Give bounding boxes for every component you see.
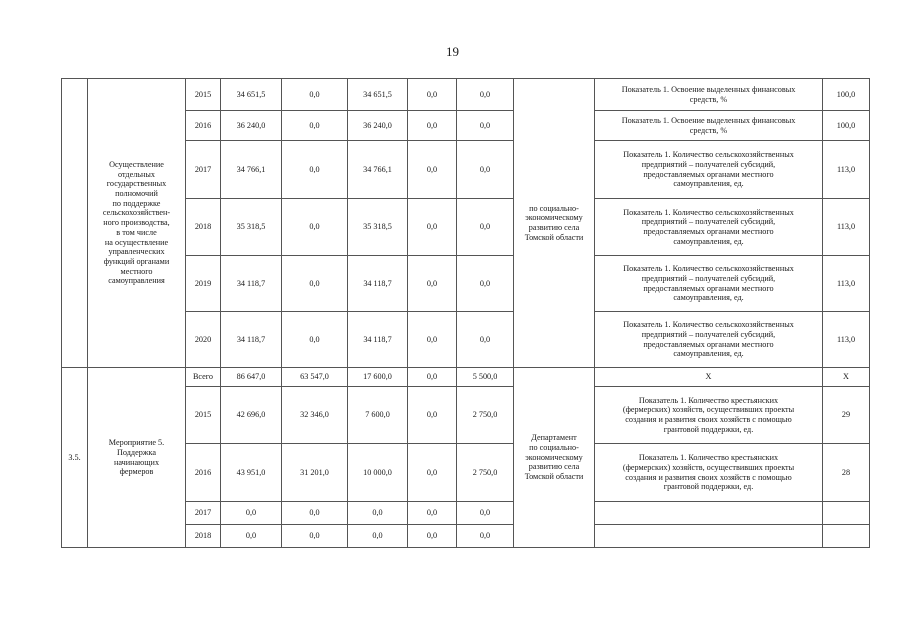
local-cell: 0,0 xyxy=(408,525,457,548)
regional-cell: 0,0 xyxy=(348,502,408,525)
activity-name: Осуществление отдельных государственных полномочий по поддержке сельскохозяйствен- ного производства, в том числе на осуществление управленческих функций органами местного самоуправления xyxy=(88,79,186,368)
activity-name: Мероприятие 5. Поддержка начинающих фермеров xyxy=(88,368,186,548)
total-cell: 34 766,1 xyxy=(221,141,282,199)
indicator-cell: Показатель 1. Количество сельскохозяйственных предприятий – получателей субсидий, предоставляемых органами местного самоуправления, ед. xyxy=(595,312,823,368)
federal-cell: 0,0 xyxy=(282,199,348,256)
indicator-value xyxy=(823,525,870,548)
regional-cell: 36 240,0 xyxy=(348,111,408,141)
year-cell: 2018 xyxy=(186,525,221,548)
local-cell: 0,0 xyxy=(408,312,457,368)
year-cell: 2015 xyxy=(186,79,221,111)
indicator-cell: Показатель 1. Количество сельскохозяйственных предприятий – получателей субсидий, предоставляемых органами местного самоуправления, ед. xyxy=(595,256,823,312)
executor-cell: Департамент по социально- экономическому развитию села Томской области xyxy=(514,368,595,548)
federal-cell: 0,0 xyxy=(282,141,348,199)
other-cell: 0,0 xyxy=(457,111,514,141)
indicator-value: 100,0 xyxy=(823,111,870,141)
indicator-cell: Показатель 1. Освоение выделенных финансовых средств, % xyxy=(595,111,823,141)
total-cell: 86 647,0 xyxy=(221,368,282,387)
year-cell: 2018 xyxy=(186,199,221,256)
indicator-value: 113,0 xyxy=(823,256,870,312)
indicator-cell: Показатель 1. Количество крестьянских (фермерских) хозяйств, осуществивших проекты создания и развития своих хозяйств с помощью грантовой поддержки, ед. xyxy=(595,387,823,444)
total-cell: 35 318,5 xyxy=(221,199,282,256)
indicator-cell: Показатель 1. Количество сельскохозяйственных предприятий – получателей субсидий, предоставляемых органами местного самоуправления, ед. xyxy=(595,199,823,256)
regional-cell: 17 600,0 xyxy=(348,368,408,387)
other-cell: 0,0 xyxy=(457,312,514,368)
other-cell: 0,0 xyxy=(457,141,514,199)
regional-cell: 0,0 xyxy=(348,525,408,548)
local-cell: 0,0 xyxy=(408,368,457,387)
other-cell: 0,0 xyxy=(457,256,514,312)
page-number: 19 xyxy=(446,44,459,59)
other-cell: 0,0 xyxy=(457,79,514,111)
federal-cell: 63 547,0 xyxy=(282,368,348,387)
federal-cell: 0,0 xyxy=(282,502,348,525)
indicator-cell: Показатель 1. Количество сельскохозяйственных предприятий – получателей субсидий, предоставляемых органами местного самоуправления, ед. xyxy=(595,141,823,199)
indicator-value xyxy=(823,502,870,525)
row-number: 3.5. xyxy=(62,368,88,548)
other-cell: 5 500,0 xyxy=(457,368,514,387)
regional-cell: 7 600,0 xyxy=(348,387,408,444)
federal-cell: 0,0 xyxy=(282,312,348,368)
federal-cell: 0,0 xyxy=(282,111,348,141)
regional-cell: 34 651,5 xyxy=(348,79,408,111)
indicator-cell xyxy=(595,502,823,525)
year-cell: 2017 xyxy=(186,141,221,199)
local-cell: 0,0 xyxy=(408,444,457,502)
indicator-value: X xyxy=(823,368,870,387)
other-cell: 0,0 xyxy=(457,199,514,256)
regional-cell: 35 318,5 xyxy=(348,199,408,256)
local-cell: 0,0 xyxy=(408,199,457,256)
indicator-cell: X xyxy=(595,368,823,387)
local-cell: 0,0 xyxy=(408,256,457,312)
federal-cell: 0,0 xyxy=(282,256,348,312)
other-cell: 2 750,0 xyxy=(457,444,514,502)
indicator-value: 113,0 xyxy=(823,312,870,368)
indicator-value: 29 xyxy=(823,387,870,444)
total-cell: 34 118,7 xyxy=(221,312,282,368)
indicator-value: 113,0 xyxy=(823,141,870,199)
other-cell: 0,0 xyxy=(457,502,514,525)
total-cell: 34 651,5 xyxy=(221,79,282,111)
total-cell: 36 240,0 xyxy=(221,111,282,141)
local-cell: 0,0 xyxy=(408,502,457,525)
executor-cell: по социально- экономическому развитию села Томской области xyxy=(514,79,595,368)
indicator-cell: Показатель 1. Освоение выделенных финансовых средств, % xyxy=(595,79,823,111)
local-cell: 0,0 xyxy=(408,141,457,199)
other-cell: 2 750,0 xyxy=(457,387,514,444)
local-cell: 0,0 xyxy=(408,111,457,141)
year-cell: 2019 xyxy=(186,256,221,312)
total-cell: 43 951,0 xyxy=(221,444,282,502)
indicator-cell xyxy=(595,525,823,548)
year-cell: 2015 xyxy=(186,387,221,444)
federal-cell: 31 201,0 xyxy=(282,444,348,502)
total-cell: 0,0 xyxy=(221,525,282,548)
row-number xyxy=(62,79,88,368)
regional-cell: 10 000,0 xyxy=(348,444,408,502)
year-cell: 2016 xyxy=(186,444,221,502)
federal-cell: 0,0 xyxy=(282,525,348,548)
table-row xyxy=(62,79,870,111)
other-cell: 0,0 xyxy=(457,525,514,548)
year-cell: Всего xyxy=(186,368,221,387)
year-cell: 2020 xyxy=(186,312,221,368)
year-cell: 2017 xyxy=(186,502,221,525)
table-row xyxy=(62,368,870,387)
local-cell: 0,0 xyxy=(408,79,457,111)
indicator-cell: Показатель 1. Количество крестьянских (фермерских) хозяйств, осуществивших проекты создания и развития своих хозяйств с помощью грантовой поддержки, ед. xyxy=(595,444,823,502)
regional-cell: 34 118,7 xyxy=(348,256,408,312)
total-cell: 0,0 xyxy=(221,502,282,525)
indicator-value: 28 xyxy=(823,444,870,502)
total-cell: 34 118,7 xyxy=(221,256,282,312)
regional-cell: 34 118,7 xyxy=(348,312,408,368)
program-table xyxy=(61,78,870,548)
local-cell: 0,0 xyxy=(408,387,457,444)
federal-cell: 0,0 xyxy=(282,79,348,111)
federal-cell: 32 346,0 xyxy=(282,387,348,444)
indicator-value: 113,0 xyxy=(823,199,870,256)
indicator-value: 100,0 xyxy=(823,79,870,111)
year-cell: 2016 xyxy=(186,111,221,141)
total-cell: 42 696,0 xyxy=(221,387,282,444)
regional-cell: 34 766,1 xyxy=(348,141,408,199)
